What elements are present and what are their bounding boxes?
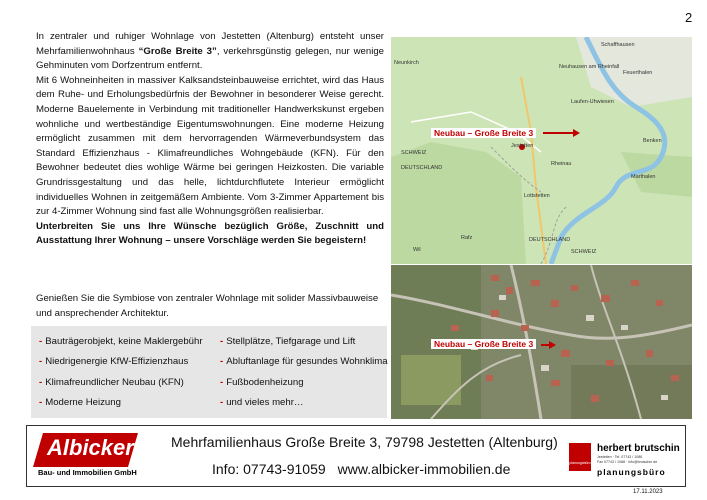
- feature-item: - und vieles mehr…: [220, 397, 304, 408]
- satellite-project-label: Neubau – Große Breite 3: [431, 339, 536, 349]
- brutschin-logo-name: herbert brutschin: [597, 443, 680, 454]
- feature-item: - Niedrigenergie KfW-Effizienzhaus: [39, 356, 189, 367]
- footer-address: Mehrfamilienhaus Große Breite 3, 79798 Jestetten (Altenburg): [171, 434, 558, 450]
- feature-item: - Stellplätze, Tiefgarage und Lift: [220, 336, 356, 347]
- footer-phone: Info: 07743-91059: [212, 461, 326, 477]
- map-place: DEUTSCHLAND: [529, 237, 571, 243]
- feature-item: - Abluftanlage für gesundes Wohnklima: [220, 356, 388, 367]
- map-place: DEUTSCHLAND: [401, 165, 443, 171]
- footer: [26, 425, 686, 487]
- albicker-logo-subtitle: Bau- und Immobilien GmbH: [38, 468, 137, 477]
- map-place: SCHWEIZ: [401, 150, 427, 156]
- call-to-action: Unterbreiten Sie uns Ihre Wünsche bezüglich Größe, Zuschnitt und Ausstattung Ihrer Wohnung – unsere Vorschläge werden Sie begeistern!: [36, 220, 384, 247]
- map-place: Rafz: [461, 235, 473, 241]
- map-project-label: Neubau – Große Breite 3: [431, 128, 536, 138]
- features-box: [31, 326, 387, 418]
- feature-item: - Klimafreundlicher Neubau (KFN): [39, 377, 184, 388]
- footer-website[interactable]: www.albicker-immobilien.de: [337, 461, 511, 477]
- brutschin-logo: [569, 431, 681, 481]
- footer-contact: [212, 461, 522, 477]
- map-place: Lottstetten: [524, 193, 550, 199]
- satellite-arrow-icon: [391, 265, 692, 419]
- map-place: Rheinau: [551, 161, 572, 167]
- description-text: [36, 30, 384, 249]
- map-place: Neuhausen am Rheinfall: [559, 64, 620, 70]
- map-place: Feuerthalen: [623, 70, 653, 76]
- page-number: 2: [685, 10, 693, 25]
- location-map: [391, 37, 692, 264]
- map-place: SCHWEIZ: [571, 249, 597, 255]
- intro-paragraph: In zentraler und ruhiger Wohnlage von Jestetten (Altenburg) entsteht unser Mehrfamilienwohnhaus “Große Breite 3”, verkehrsgünstig gelegen, nur wenige Gehminuten vom Dorfzentrum entfernt.: [36, 31, 384, 72]
- closing-paragraph: Genießen Sie die Symbiose von zentraler Wohnlage mit solider Massivbauweise und ansprechender Architektur.: [36, 293, 379, 319]
- document-date: 17.11.2023: [633, 489, 663, 495]
- building-name: “Große Breite 3”: [138, 45, 217, 57]
- brutschin-logo-details: Jestetten · Tel. 07743 / 1086 Fax 07743 / 1088 · info@brutschin.de: [597, 455, 658, 464]
- feature-item: - Moderne Heizung: [39, 397, 121, 408]
- satellite-image: [391, 265, 692, 419]
- albicker-logo: Albicker Bau- und Immobilien GmbH: [33, 431, 138, 477]
- brutschin-logo-brand: planungsbüro: [597, 467, 666, 477]
- details-paragraph: Mit 6 Wohneinheiten in massiver Kalksandsteinbauweise errichtet, wird das Haus dem Ruhe- und Erholungsbedürfnis der Bewohner in besonderer Weise gerecht. Moderne Bauelemente in Verbindung mit traditioneller Handwerkskunst ergeben wohnliche und wertbeständige Eigentumswohnungen. Eine moderne Heizung ermöglicht zusammen mit dem hervorragenden Wärmeverbundsystem das Standard Effizienzhaus - Klimafreundliches Wohngebäude (KFN). Für den Bewohner bedeutet dies wohlige Wärme bei geringen Heizkosten. Die variable Grundrissgestaltung und das helle, lichtdurchflutete Interieur ermöglicht individuelles Wohnen in zeitgemäßem Ambiente. Vom 3-Zimmer Appartement bis zur 4-Zimmer Wohnung sind fast alle Wohnungsgrößen realisierbar.: [36, 74, 384, 218]
- map-place: Benken: [643, 138, 662, 144]
- brutschin-logo-mark: planungsbüro: [569, 443, 591, 471]
- map-place: Marthalen: [631, 174, 656, 180]
- map-place: Schaffhausen: [601, 42, 635, 48]
- map-place: Laufen-Uhwiesen: [571, 99, 614, 105]
- feature-item: - Bauträgerobjekt, keine Maklergebühr: [39, 336, 203, 347]
- map-arrow-icon: [391, 37, 692, 264]
- map-place: Wil: [413, 247, 421, 253]
- feature-item: - Fußbodenheizung: [220, 377, 304, 388]
- map-place: Jestetten: [511, 143, 534, 149]
- map-place: Neunkirch: [394, 60, 419, 66]
